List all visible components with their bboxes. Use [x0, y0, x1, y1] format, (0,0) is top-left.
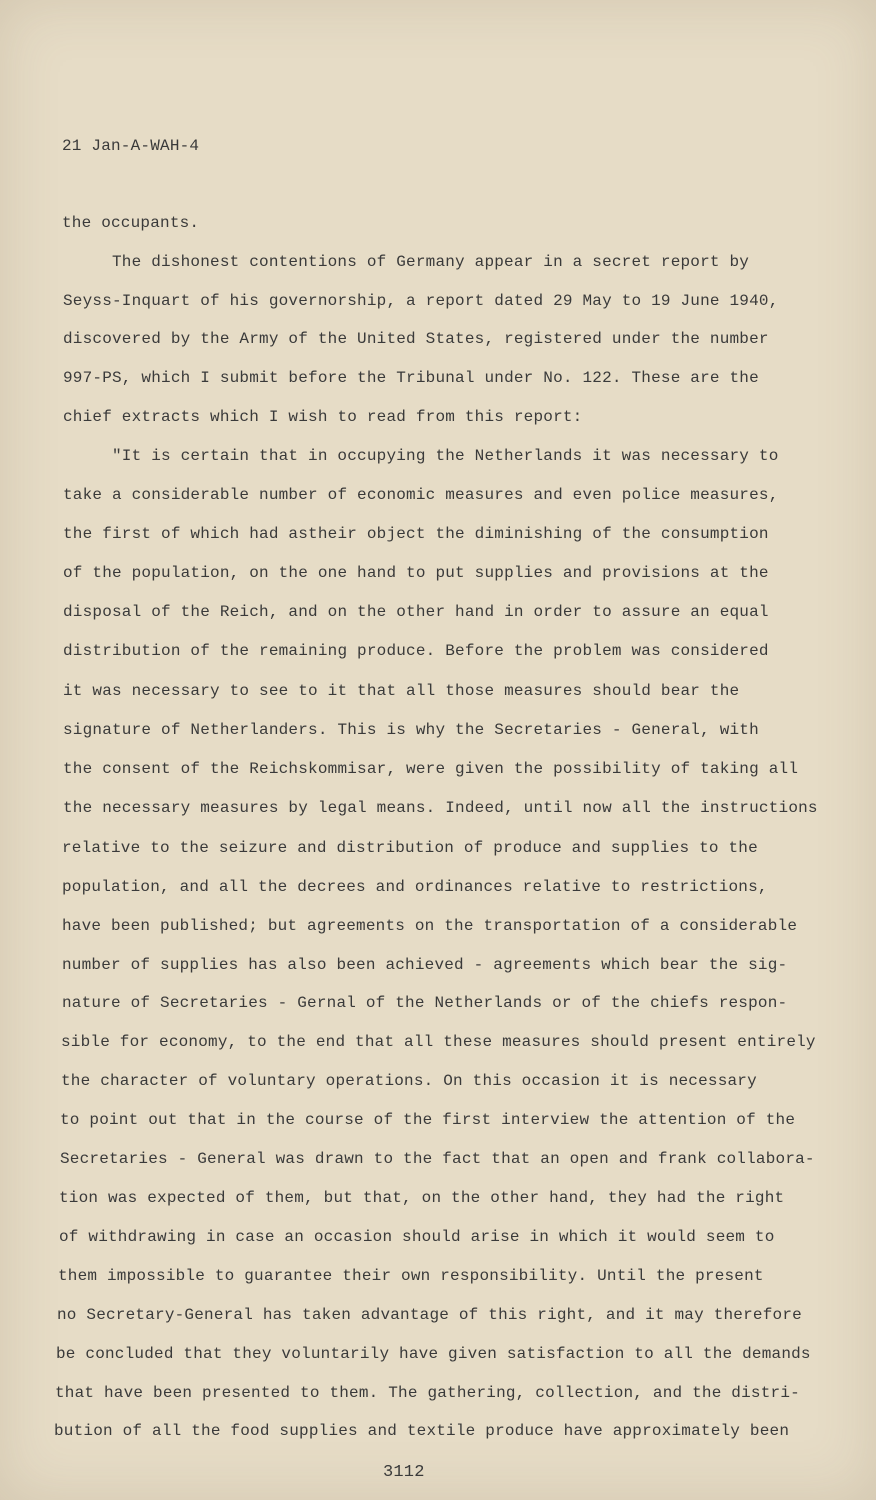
text-line: of the population, on the one hand to put supplies and provisions at the [63, 564, 769, 582]
text-line: signature of Netherlanders. This is why the Secretaries - General, with [63, 721, 759, 739]
text-line: the occupants. [62, 214, 200, 232]
text-line: have been published; but agreements on the transportation of a considerable [62, 917, 798, 935]
text-line: "It is certain that in occupying the Netherlands it was necessary to [112, 447, 779, 465]
text-line: population, and all the decrees and ordinances relative to restrictions, [62, 878, 768, 896]
text-line: bution of all the food supplies and textile produce have approximately been [54, 1422, 790, 1440]
text-line: 997-PS, which I submit before the Tribunal under No. 122. These are the [63, 369, 759, 387]
text-line: of withdrawing in case an occasion should arise in which it would seem to [59, 1228, 775, 1246]
text-line: relative to the seizure and distribution of produce and supplies to the [62, 839, 758, 857]
text-line: the character of voluntary operations. On this occasion it is necessary [61, 1072, 757, 1090]
text-line: The dishonest contentions of Germany appear in a secret report by [112, 253, 750, 271]
text-line: distribution of the remaining produce. Before the problem was considered [63, 642, 769, 660]
text-line: them impossible to guarantee their own responsibility. Until the present [58, 1267, 764, 1285]
text-line: number of supplies has also been achieved - agreements which bear the sig- [62, 956, 788, 974]
text-line: the first of which had astheir object the diminishing of the consumption [63, 525, 769, 543]
text-line: nature of Secretaries - Gernal of the Netherlands or of the chiefs respon- [62, 994, 788, 1012]
text-line: the consent of the Reichskommisar, were given the possibility of taking all [63, 760, 799, 778]
text-line: to point out that in the course of the first interview the attention of the [60, 1111, 796, 1129]
text-line: sible for economy, to the end that all these measures should present entirely [61, 1033, 816, 1051]
text-line: the necessary measures by legal means. Indeed, until now all the instructions [63, 799, 818, 817]
text-line: Seyss-Inquart of his governorship, a report dated 29 May to 19 June 1940, [63, 292, 779, 310]
page-number: 3112 [383, 1463, 425, 1482]
text-line: it was necessary to see to it that all those measures should bear the [63, 682, 740, 700]
text-line: no Secretary-General has taken advantage of this right, and it may therefore [57, 1306, 802, 1324]
text-line: Secretaries - General was drawn to the fact that an open and frank collabora- [60, 1150, 815, 1168]
text-line: chief extracts which I wish to read from this report: [63, 408, 583, 426]
document-reference: 21 Jan-A-WAH-4 [62, 137, 200, 155]
text-line: discovered by the Army of the United States, registered under the number [63, 330, 769, 348]
text-line: tion was expected of them, but that, on the other hand, they had the right [59, 1189, 785, 1207]
text-line: take a considerable number of economic measures and even police measures, [63, 486, 779, 504]
text-line: be concluded that they voluntarily have given satisfaction to all the demands [56, 1345, 811, 1363]
text-line: disposal of the Reich, and on the other hand in order to assure an equal [63, 603, 769, 621]
text-line: that have been presented to them. The gathering, collection, and the distri- [55, 1384, 800, 1402]
